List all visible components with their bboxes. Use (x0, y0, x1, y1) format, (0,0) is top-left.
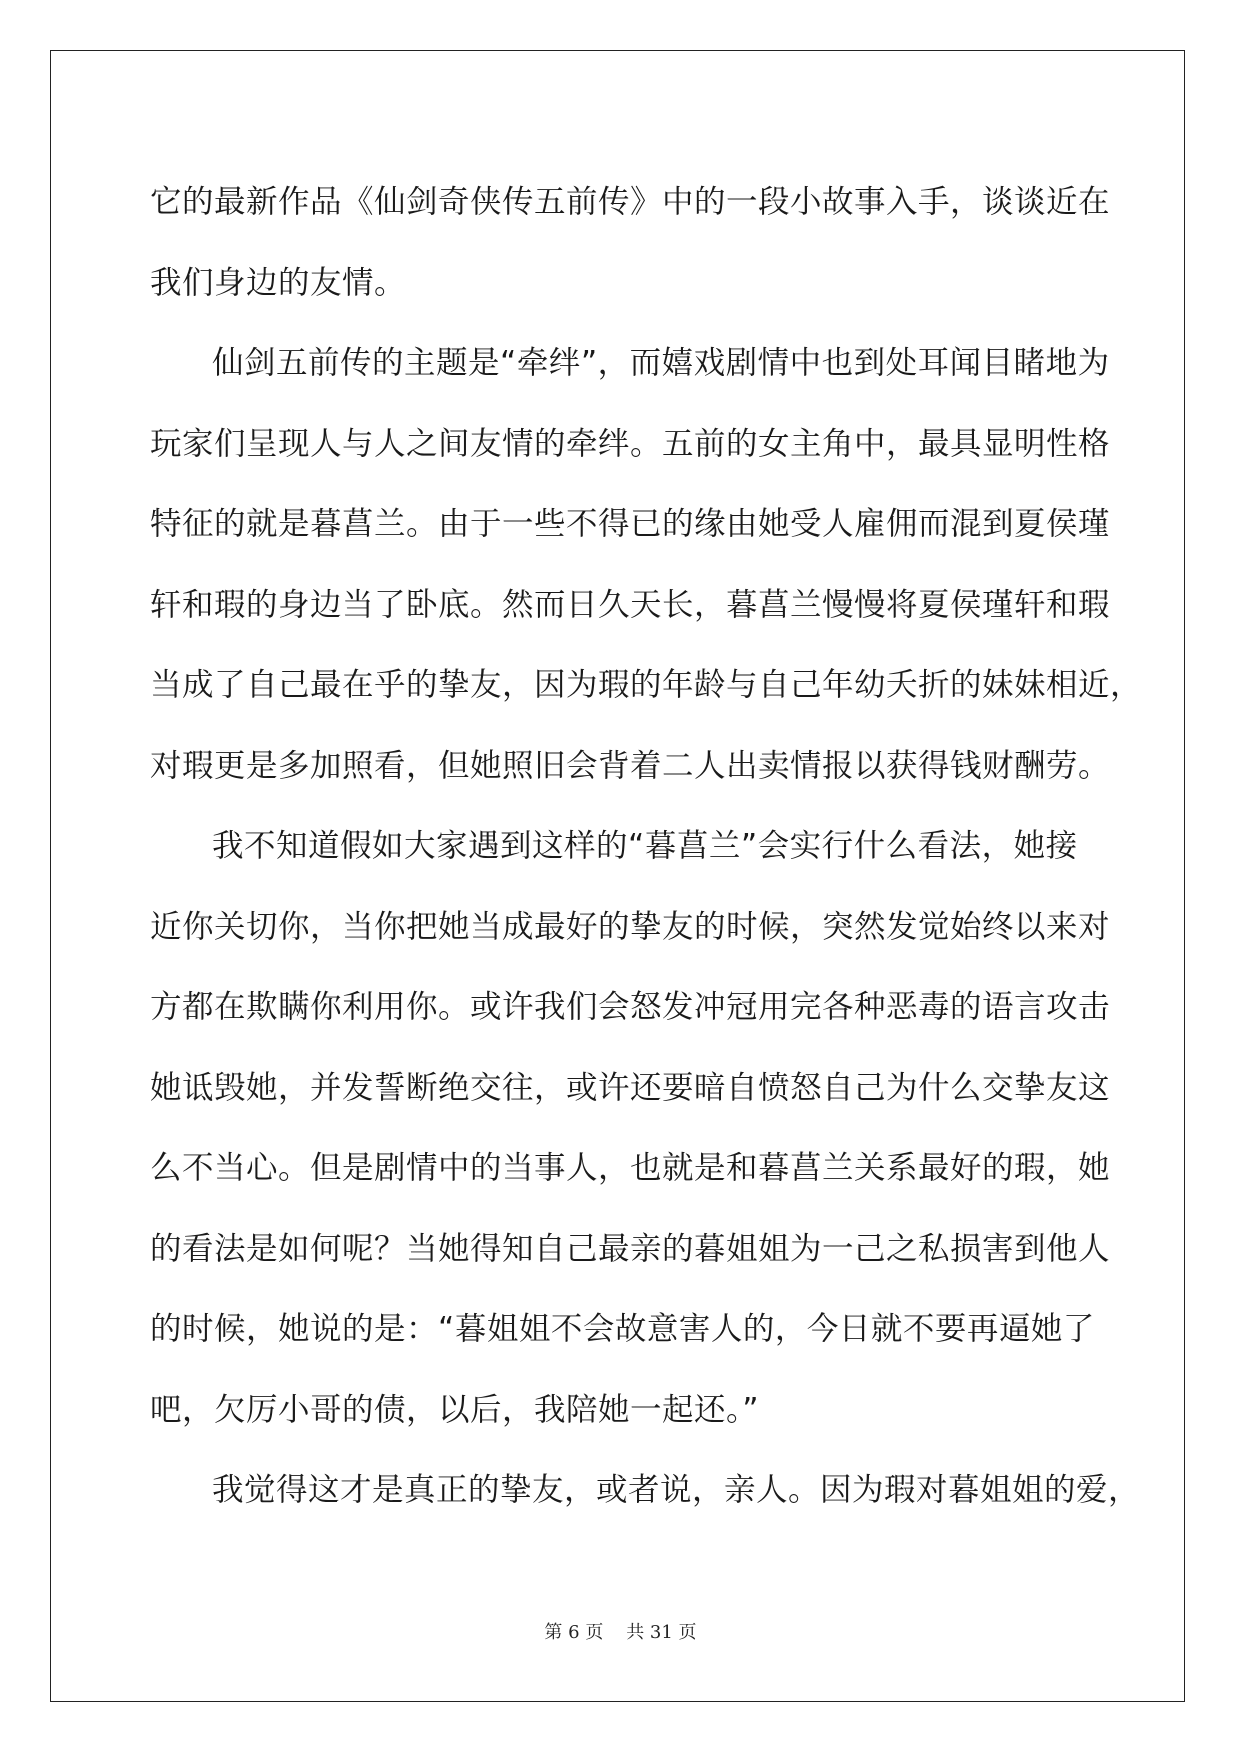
text-line: 特征的就是暮菖兰。由于一些不得已的缘由她受人雇佣而混到夏侯瑾 (150, 506, 1111, 542)
text-line: 对瑕更是多加照看，但她照旧会背着二人出卖情报以获得钱财酬劳。 (150, 747, 1111, 784)
text-line: 轩和瑕的身边当了卧底。然而日久天长，暮菖兰慢慢将夏侯瑾轩和瑕 (150, 586, 1111, 623)
text-line: 的看法是如何呢？当她得知自己最亲的暮姐姐为一己之私损害到他人 (150, 1230, 1111, 1267)
text-line: 我们身边的友情。 (150, 264, 407, 301)
text-line: 方都在欺瞒你利用你。或许我们会怒发冲冠用完各种恶毒的语言攻击 (150, 989, 1111, 1025)
text-line: 她诋毁她，并发誓断绝交往，或许还要暗自愤怒自己为什么交挚友这 (150, 1069, 1111, 1106)
document-body (150, 162, 1143, 1531)
text-line: 我不知道假如大家遇到这样的“暮菖兰”会实行什么看法，她接 (212, 828, 1078, 864)
text-line: 的时候，她说的是：“暮姐姐不会故意害人的，今日就不要再逼她了 (150, 1311, 1095, 1347)
page-footer: 第 6 页 共 31 页 (544, 1622, 697, 1643)
text-line: 当成了自己最在乎的挚友，因为瑕的年龄与自己年幼夭折的妹妹相近， (150, 667, 1143, 703)
text-line: 玩家们呈现人与人之间友情的牵绊。五前的女主角中，最具显明性格 (150, 425, 1111, 462)
text-line: 仙剑五前传的主题是“牵绊”，而嬉戏剧情中也到处耳闻目睹地为 (212, 345, 1110, 381)
text-line: 近你关切你，当你把她当成最好的挚友的时候，突然发觉始终以来对 (150, 908, 1111, 945)
text-line: 么不当心。但是剧情中的当事人，也就是和暮菖兰关系最好的瑕，她 (150, 1150, 1111, 1186)
text-line: 吧，欠厉小哥的债，以后，我陪她一起还。” (150, 1391, 760, 1428)
text-line: 我觉得这才是真正的挚友，或者说，亲人。因为瑕对暮姐姐的爱， (212, 1472, 1141, 1508)
text-line: 它的最新作品《仙剑奇侠传五前传》中的一段小故事入手，谈谈近在 (150, 184, 1111, 220)
